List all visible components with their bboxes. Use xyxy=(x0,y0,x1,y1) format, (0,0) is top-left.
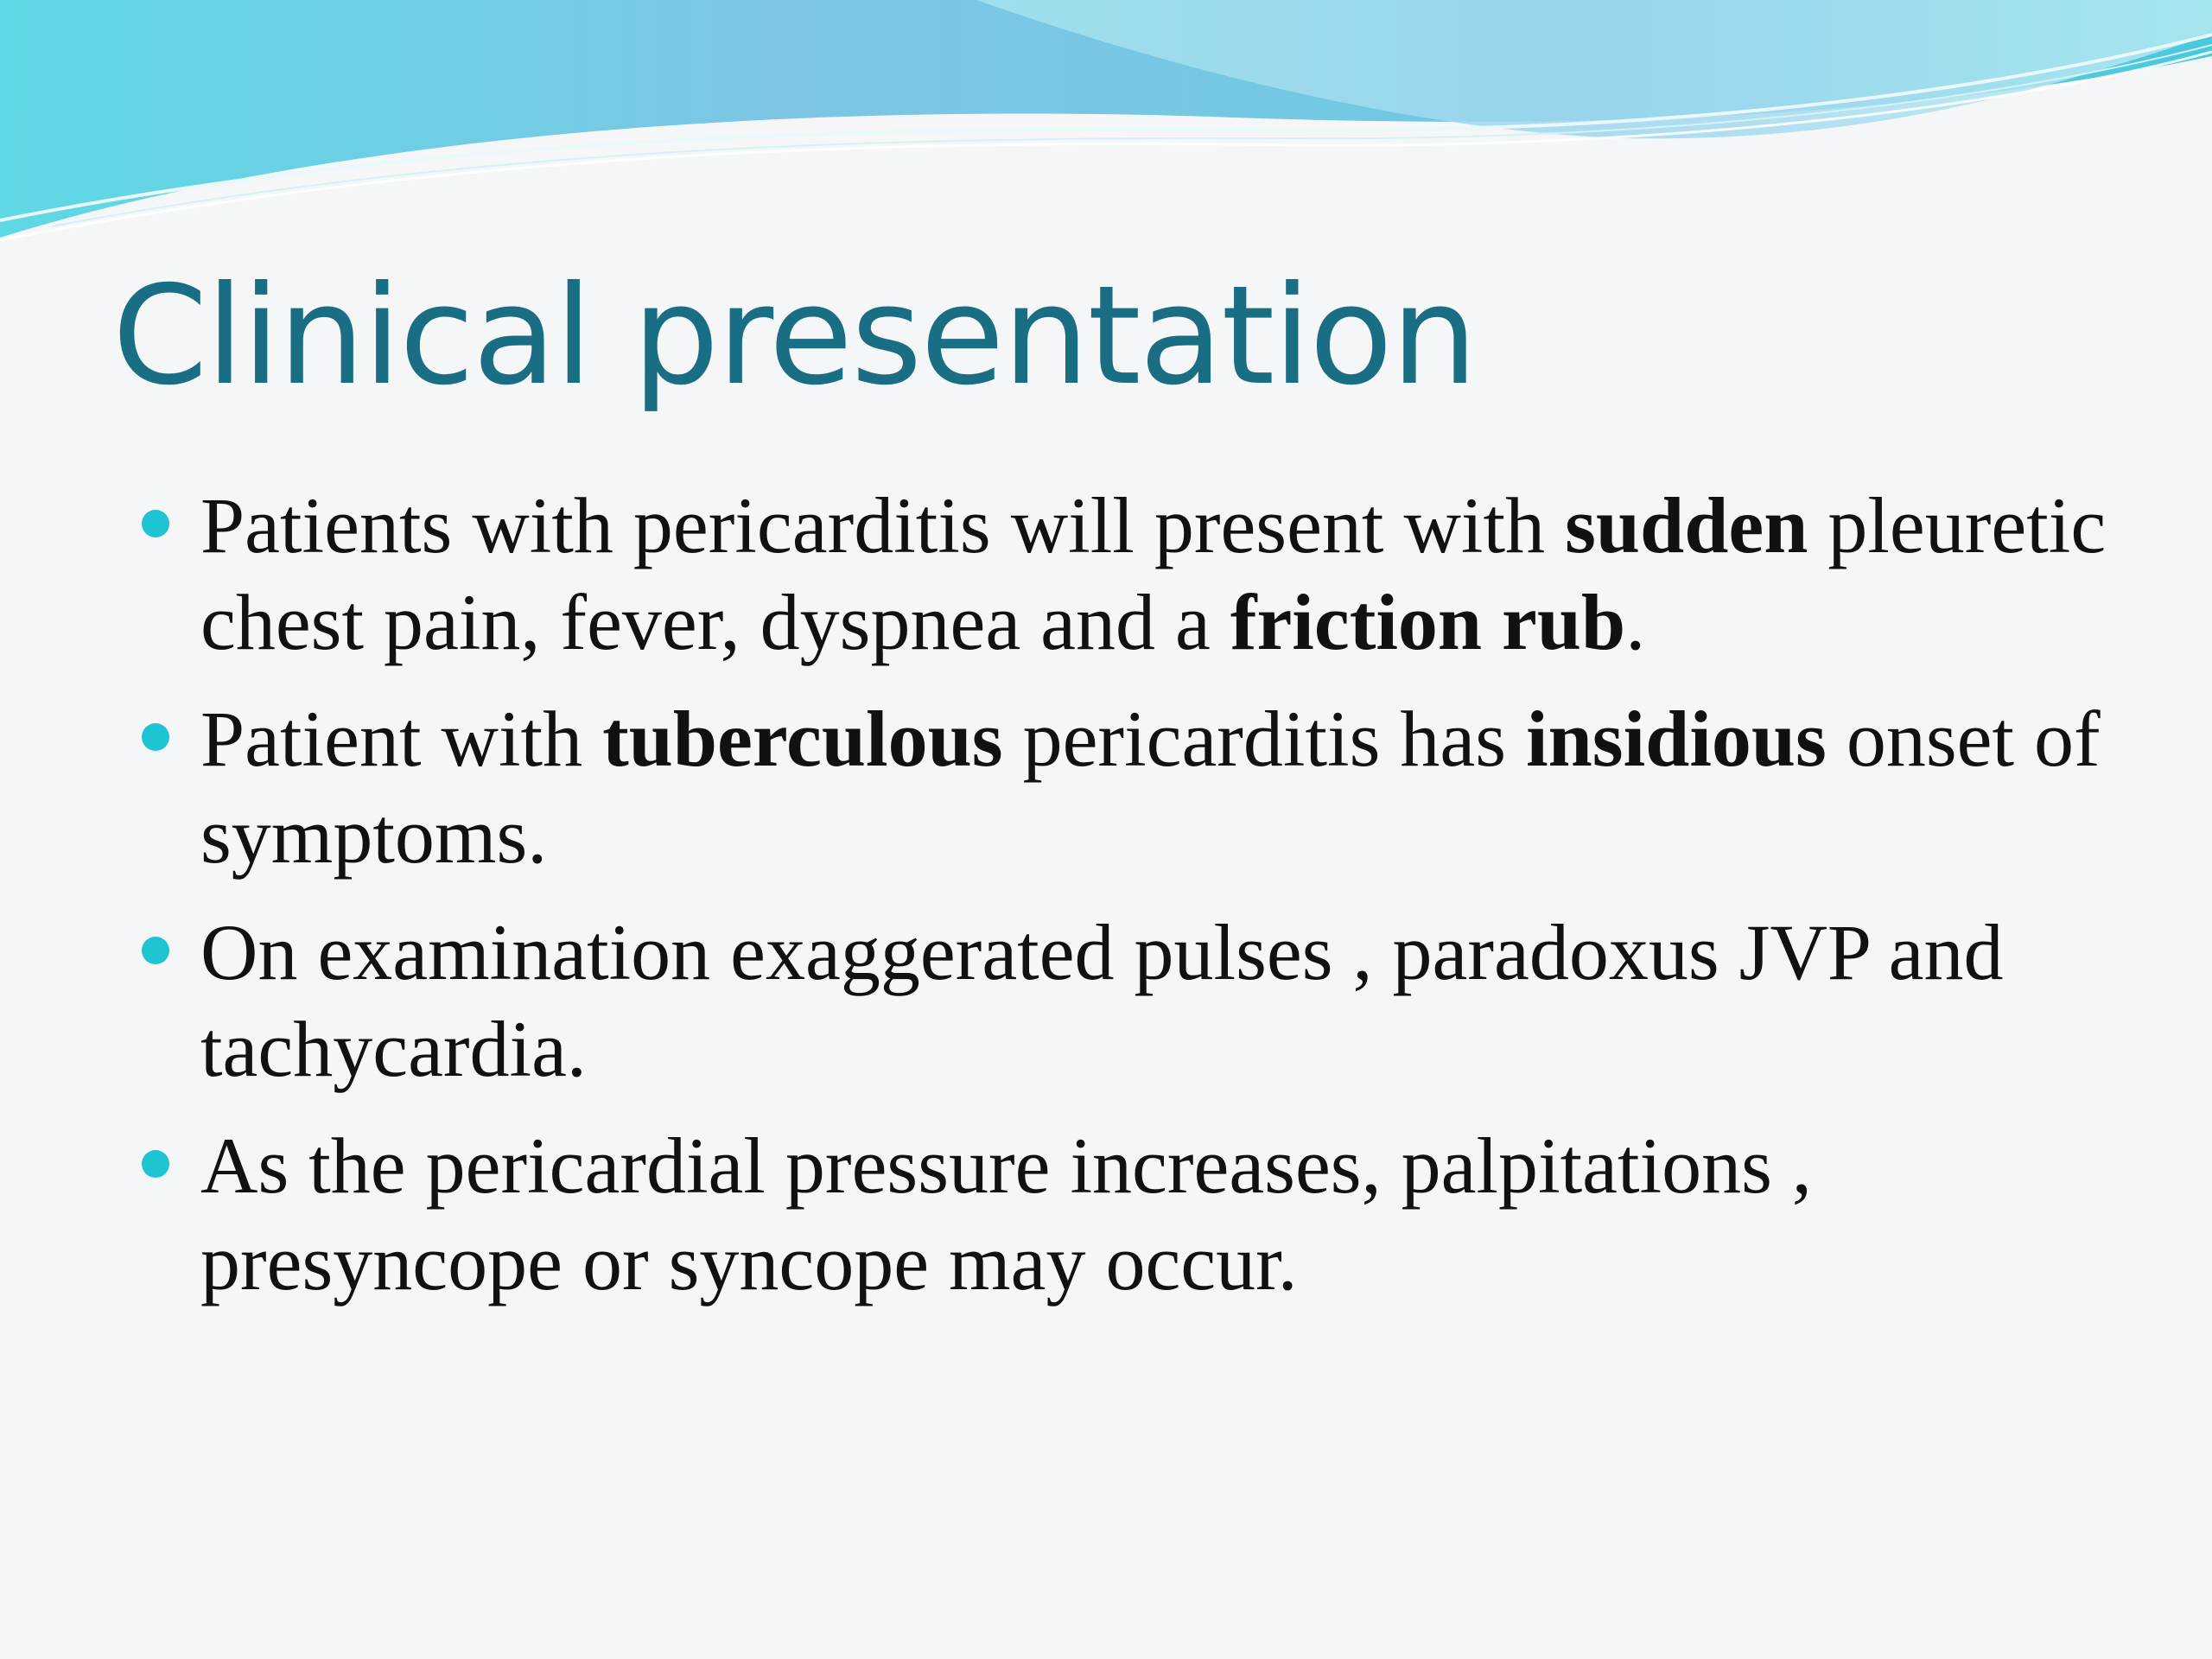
bullet-text: onset of symptoms. xyxy=(200,695,2101,880)
bullet-dot-icon xyxy=(142,1150,169,1178)
bullet-text: . xyxy=(1625,578,1646,666)
bullet-item xyxy=(138,1117,2126,1311)
bullet-emphasis: friction rub xyxy=(1230,578,1626,666)
bullet-dot-icon xyxy=(142,723,169,751)
bullet-item xyxy=(138,904,2126,1097)
bullet-list xyxy=(138,477,2126,1331)
bullet-text: As the pericardial pressure increases, palpitations , presyncope or syncope may occur. xyxy=(200,1122,1812,1306)
slide-title: Clinical presentation xyxy=(112,257,1477,416)
bullet-emphasis: sudden xyxy=(1565,481,1808,569)
bullet-emphasis: tuberculous xyxy=(602,695,1003,783)
bullet-dot-icon xyxy=(142,937,169,964)
bullet-text: Patients with pericarditis will present with xyxy=(200,481,1566,569)
bullet-dot-icon xyxy=(142,510,169,537)
wave-header-decoration xyxy=(0,0,2212,259)
bullet-text: pericarditis has xyxy=(1002,695,1527,783)
bullet-text: Patient with xyxy=(200,695,603,783)
bullet-item xyxy=(138,477,2126,671)
bullet-emphasis: insidious xyxy=(1526,695,1827,783)
bullet-text: pleuretic chest pain, fever, dyspnea and a xyxy=(200,481,2107,666)
bullet-item xyxy=(138,690,2126,884)
bullet-text: On examination exaggerated pulses , paradoxus JVP and tachycardia. xyxy=(200,908,2004,1093)
